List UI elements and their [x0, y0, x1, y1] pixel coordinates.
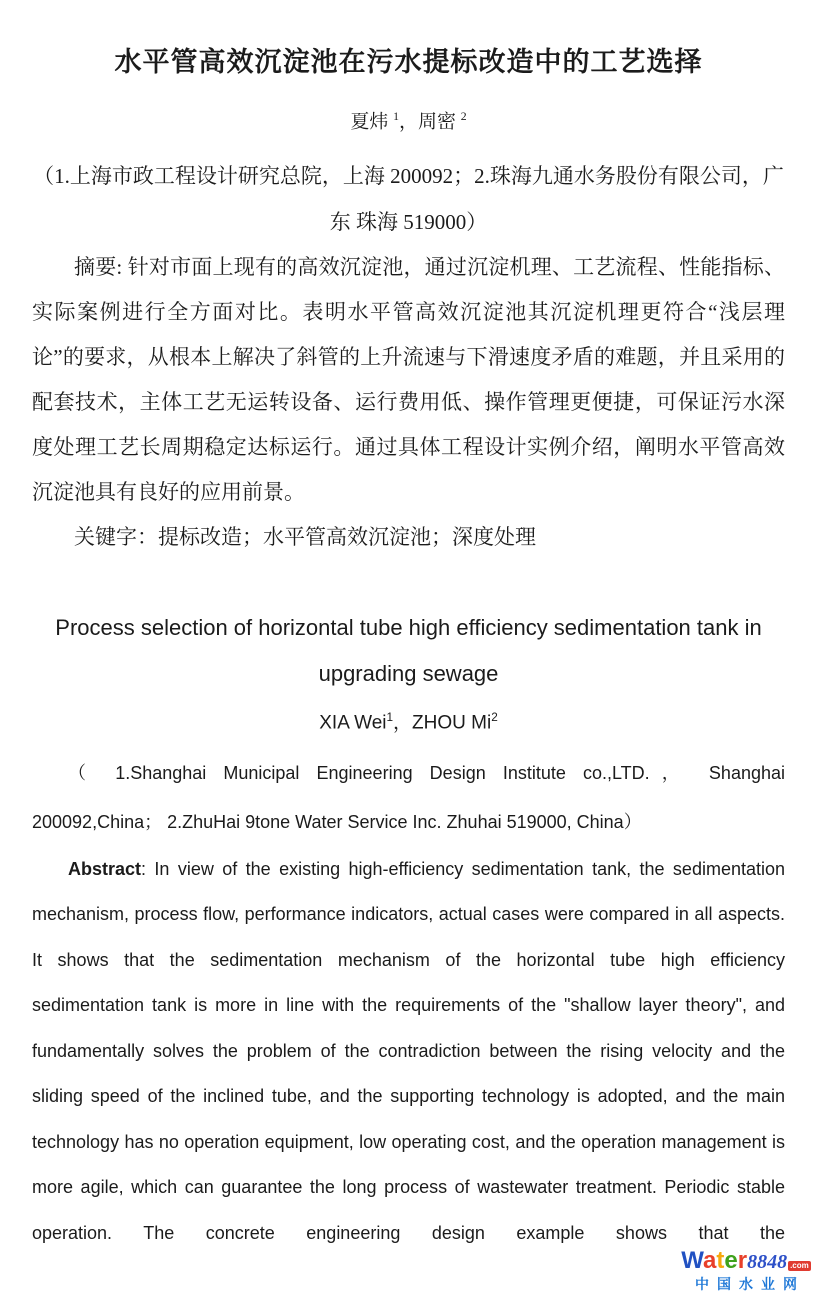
keywords-zh: [32, 515, 785, 560]
author-en-2: ZHOU Mi: [412, 712, 492, 734]
water8848-logo: [679, 1249, 813, 1273]
author-en-1: XIA Wei: [319, 712, 387, 734]
affiliation-en: （ 1.Shanghai Municipal Engineering Design Institute co.,LTD.， Shanghai 200092,China； 2.ZhuHai 9tone Water Service Inc. Zhuhai 519000, China）: [32, 762, 785, 832]
abstract-zh-label: 摘要:: [74, 255, 128, 280]
abstract-en-text: : In view of the existing high-efficiency sedimentation tank, the sedimentation mechanism, process flow, performance indicators, actual cases were compared in all aspects. It shows that the sedimentation mechanism of the horizontal tube high efficiency sedimentation tank is more in line with the requirements of the "shallow layer theory", and fundamentally solves the problem of the contradiction between the rising velocity and the sliding speed of the inclined tube, and the supporting technology is adopted, and the main technology has no operation equipment, low operating cost, and the operation management is more agile, which can guarantee the long process of wastewater treatment. Periodic stable operation. The concrete engineering design example shows that the: [32, 858, 785, 1243]
keywords-zh-label: 关键字：: [74, 525, 158, 550]
author-en-1-superscript: 1: [386, 711, 394, 725]
logo-number: 8848: [747, 1251, 788, 1273]
logo-letter-e: e: [724, 1247, 738, 1274]
keywords-zh-text: 提标改造；水平管高效沉淀池；深度处理: [158, 525, 536, 550]
abstract-en: [32, 847, 785, 1257]
paper-title-zh: 水平管高效沉淀池在污水提标改造中的工艺选择: [114, 47, 703, 77]
abstract-zh: [32, 245, 785, 515]
logo-letter-w: W: [681, 1247, 704, 1274]
author-en-2-superscript: 2: [491, 711, 498, 725]
watermark: [679, 1249, 813, 1291]
watermark-subtitle: 中国水业网: [695, 1276, 805, 1292]
logo-letter-r: r: [737, 1247, 748, 1274]
author-zh-1: 夏炜: [350, 111, 394, 133]
logo-letter-t: t: [716, 1247, 725, 1274]
logo-letter-a: a: [703, 1247, 717, 1274]
authors-en: [32, 705, 785, 736]
author-zh-1-superscript: 1: [393, 110, 399, 123]
authors-zh: [32, 104, 785, 135]
paper-title-en: Process selection of horizontal tube high efficiency sedimentation tank in upgrading sewage: [55, 615, 762, 687]
affiliation-zh: （1.上海市政工程设计研究总院，上海 200092；2.珠海九通水务股份有限公司，广东 珠海 519000）: [33, 164, 784, 235]
authors-zh-separator: ，: [398, 111, 418, 133]
abstract-en-label: Abstract: [68, 858, 142, 879]
author-zh-2-superscript: 2: [460, 110, 467, 123]
logo-tld-badge: .com: [790, 1261, 809, 1270]
authors-en-separator: ，: [393, 712, 413, 734]
author-zh-2: 周密: [418, 111, 461, 133]
abstract-zh-text: 针对市面上现有的高效沉淀池，通过沉淀机理、工艺流程、性能指标、实际案例进行全方面对比。表明水平管高效沉淀池其沉淀机理更符合“浅层理论”的要求，从根本上解决了斜管的上升流速与下滑速度矛盾的难题，并且采用的配套技术，主体工艺无运转设备、运行费用低、操作管理更便捷，可保证污水深度处理工艺长周期稳定达标运行。通过具体工程设计实例介绍，阐明水平管高效沉淀池具有良好的应用前景。: [32, 255, 785, 505]
